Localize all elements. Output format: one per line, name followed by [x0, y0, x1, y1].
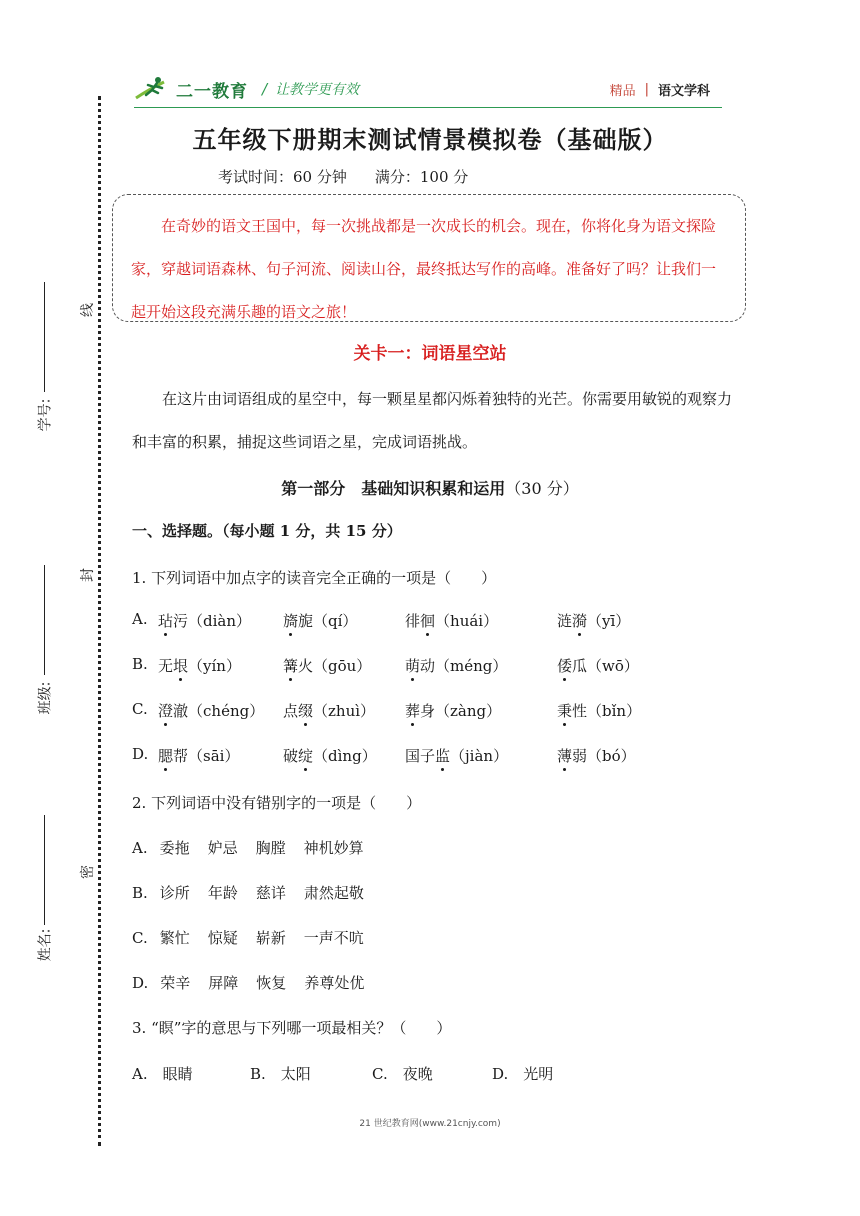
q2-option-a[interactable] — [132, 837, 364, 858]
name-label: 姓名: — [37, 928, 54, 962]
dotted-char: 葬 — [405, 702, 421, 720]
header-rule — [134, 107, 722, 108]
option-word: 萌动（méng） — [405, 657, 508, 675]
binding-mark-xian: 线 — [80, 303, 96, 317]
option-word: 旖旎（qí） — [283, 612, 358, 630]
dotted-char: 倭 — [557, 657, 573, 675]
header-right — [610, 80, 710, 99]
q1-option-c[interactable] — [132, 700, 732, 722]
option-word: 一声不吭 — [303, 929, 364, 947]
option-word: 葬身（zàng） — [405, 702, 502, 720]
option-word: 薄弱（bó） — [557, 747, 636, 765]
option-word: 神机妙算 — [303, 839, 364, 857]
option-word: 恢复 — [256, 974, 287, 992]
question-3-options — [132, 1063, 732, 1085]
part-title — [0, 476, 860, 499]
q2-option-b[interactable] — [132, 882, 364, 903]
q3-option-b[interactable]: B. 太阳 — [250, 1065, 311, 1083]
option-word: 玷污（diàn） — [158, 612, 252, 630]
dotted-char: 垠 — [173, 657, 189, 675]
subject-label: 语文学科 — [657, 84, 710, 99]
page-footer: 21 世纪教育网(www.21cnjy.com) — [359, 1119, 501, 1129]
option-word: 秉性（bǐn） — [557, 702, 642, 720]
header-divider: | — [644, 82, 649, 97]
option-word: 养尊处优 — [304, 974, 365, 992]
option-word: 惊疑 — [207, 929, 238, 947]
quality-tag: 精品 — [609, 84, 636, 99]
section-heading: 一、选择题。（每小题 1 分，共 15 分） — [132, 522, 402, 540]
option-word: 妒忌 — [207, 839, 238, 857]
option-word: 荣辛 — [160, 974, 191, 992]
brand-logo — [134, 74, 359, 104]
class-label: 班级: — [37, 681, 54, 715]
exam-title: 五年级下册期末测试情景模拟卷（基础版） — [192, 126, 668, 154]
option-word: 肃然起敬 — [303, 884, 364, 902]
exam-info — [218, 166, 468, 187]
option-label: C. — [132, 700, 148, 718]
option-word: 国子监（jiàn） — [405, 747, 509, 765]
option-word: 徘徊（huái） — [405, 612, 499, 630]
dotted-char: 漪 — [572, 612, 588, 630]
dotted-char: 篝 — [283, 657, 299, 675]
dotted-char: 旖 — [283, 612, 299, 630]
option-word: 委拖 — [159, 839, 190, 857]
dotted-char: 绽 — [298, 747, 314, 765]
option-label: A. — [132, 610, 148, 628]
option-label: A. — [132, 839, 148, 857]
q1-option-a[interactable] — [132, 610, 732, 632]
option-word: 年龄 — [207, 884, 238, 902]
exam-time: 考试时间：60 分钟 — [218, 168, 347, 186]
option-word: 破绽（dìng） — [283, 747, 377, 765]
dotted-char: 缀 — [298, 702, 314, 720]
level-description: 在这片由词语组成的星空中，每一颗星星都闪烁着独特的光芒。你需要用敏锐的观察力和丰富的积累，捕捉这些词语之星，完成词语挑战。 — [132, 390, 733, 451]
dotted-char: 玷 — [158, 612, 174, 630]
option-word: 无垠（yín） — [158, 657, 241, 675]
q2-option-c[interactable] — [132, 927, 364, 948]
q3-option-c[interactable]: C. 夜晚 — [372, 1065, 433, 1083]
q1-option-d[interactable] — [132, 745, 732, 767]
part-title-text: 第一部分 基础知识积累和运用 — [281, 479, 506, 498]
option-word: 屏障 — [208, 974, 239, 992]
binding-dotted-line — [98, 96, 101, 1146]
option-word: 涟漪（yī） — [557, 612, 631, 630]
option-word: 点缀（zhuì） — [283, 702, 376, 720]
name-line — [44, 815, 45, 925]
dotted-char: 薄 — [557, 747, 573, 765]
question-1-stem: 1. 下列词语中加点字的读音完全正确的一项是（ ） — [132, 569, 497, 587]
q2-option-d[interactable] — [132, 972, 364, 993]
q1-option-b[interactable] — [132, 655, 732, 677]
option-word: 诊所 — [159, 884, 190, 902]
logo-separator: / — [262, 80, 268, 98]
question-2-stem: 2. 下列词语中没有错别字的一项是（ ） — [132, 794, 422, 812]
exam-score: 满分：100 分 — [374, 168, 469, 186]
logo-text: 二一教育 — [176, 81, 248, 102]
running-man-icon — [134, 76, 174, 102]
logo-slogan: 让教学更有效 — [275, 82, 360, 98]
option-word: 篝火（gōu） — [283, 657, 372, 675]
dotted-char: 秉 — [557, 702, 573, 720]
q3-option-a[interactable]: A. 眼睛 — [132, 1065, 193, 1083]
dotted-char: 澄 — [158, 702, 174, 720]
part-points: （30 分） — [505, 479, 579, 498]
option-word: 澄澈（chéng） — [158, 702, 265, 720]
option-label: D. — [132, 745, 149, 763]
student-id-line — [44, 282, 45, 392]
class-line — [44, 565, 45, 675]
option-word: 繁忙 — [159, 929, 190, 947]
dotted-char: 监 — [435, 747, 451, 765]
option-label: B. — [132, 655, 148, 673]
dotted-char: 萌 — [405, 657, 421, 675]
option-word: 慈详 — [255, 884, 286, 902]
option-word: 倭瓜（wō） — [557, 657, 639, 675]
q3-option-d[interactable]: D. 光明 — [492, 1065, 554, 1083]
option-label: B. — [132, 884, 148, 902]
student-id-label: 学号: — [37, 398, 54, 432]
option-word: 胸膛 — [255, 839, 286, 857]
binding-mark-feng: 封 — [80, 568, 96, 582]
option-label: C. — [132, 929, 148, 947]
level-title: 关卡一：词语星空站 — [353, 344, 507, 364]
binding-mark-mi: 密 — [80, 865, 96, 879]
dotted-char: 徊 — [420, 612, 436, 630]
option-word: 腮帮（sāi） — [158, 747, 240, 765]
dotted-char: 腮 — [158, 747, 174, 765]
option-label: D. — [132, 974, 149, 992]
question-3-stem: 3. “瞑”字的意思与下列哪一项最相关？（ ） — [132, 1019, 452, 1037]
option-word: 崭新 — [255, 929, 286, 947]
intro-box: 在奇妙的语文王国中，每一次挑战都是一次成长的机会。现在，你将化身为语文探险家，穿越词语森林、句子河流、阅读山谷，最终抵达写作的高峰。准备好了吗？让我们一起开始这段充满乐趣的语文之旅！ — [112, 194, 746, 322]
